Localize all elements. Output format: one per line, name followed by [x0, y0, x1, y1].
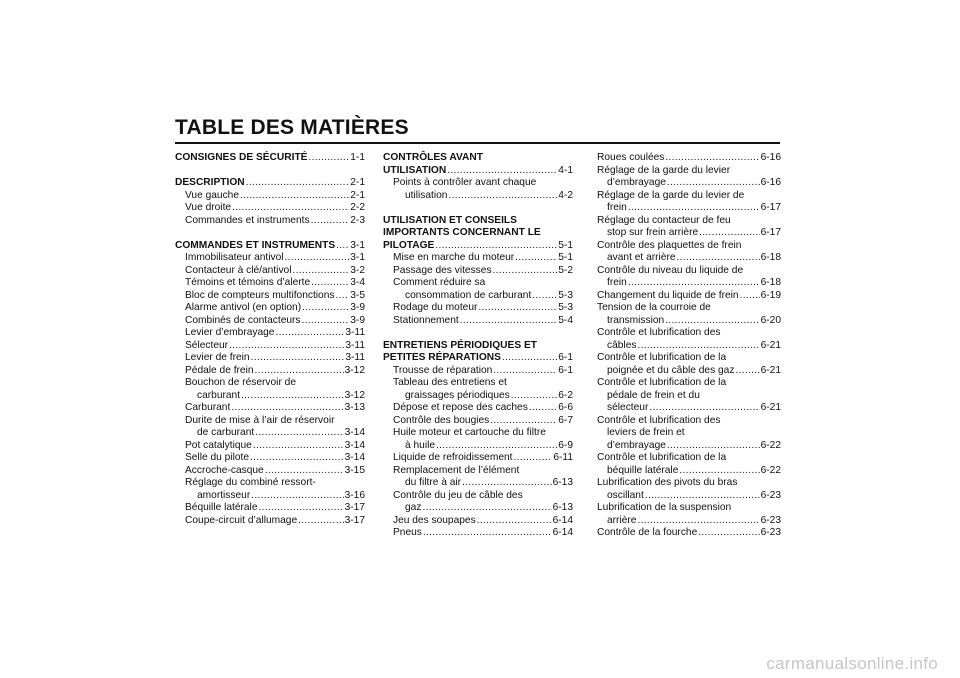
toc-page-number: 6-23 [760, 527, 781, 538]
toc-page-number: 1-1 [350, 152, 365, 163]
toc-page-number: 3-16 [344, 489, 365, 501]
toc-entry [175, 390, 365, 403]
toc-section-entry [175, 177, 365, 190]
toc-entry-label: Roues coulées [597, 152, 665, 163]
toc-page-number: 3-12 [344, 389, 365, 401]
toc-entry-label: stop sur frein arrière [607, 227, 699, 238]
toc-entry-text: Tableau des entretiens et [393, 377, 507, 388]
toc-entry-label: Contrôle de la fourche [597, 527, 698, 538]
toc-page-number: 6-18 [760, 277, 781, 288]
toc-entry-text: Remplacement de l’élément [393, 464, 520, 476]
toc-page-number: 3-17 [344, 502, 365, 513]
toc-dot-leader [285, 252, 350, 265]
toc-dot-leader [251, 490, 343, 503]
toc-dot-leader [532, 290, 557, 303]
toc-entry [383, 265, 573, 278]
toc-entry-label: Vue gauche [185, 189, 240, 201]
toc-dot-leader [667, 177, 760, 190]
toc-entry [597, 252, 781, 265]
toc-entry-text: Contrôle et lubrification de la [597, 377, 727, 388]
toc-entry-label: utilisation [405, 189, 448, 201]
toc-section-heading: UTILISATION ET CONSEILS [383, 214, 517, 226]
toc-entry-label: de carburant [197, 427, 255, 438]
toc-entry-label: UTILISATION [383, 164, 447, 176]
toc-entry-label: Mise en marche du moteur [393, 252, 515, 263]
toc-dot-leader [250, 452, 344, 465]
toc-page-number: 6-21 [760, 364, 781, 376]
toc-page-number: 3-13 [344, 402, 365, 413]
toc-page-number: 6-21 [760, 402, 781, 413]
toc-dot-leader [336, 240, 349, 253]
toc-entry-label: câbles [607, 339, 637, 351]
toc-entry-label: Immobilisateur antivol [185, 252, 284, 263]
toc-page-number: 6-17 [760, 227, 781, 238]
toc-page-number: 3-4 [350, 277, 365, 288]
toc-entry-label: graissages périodiques [405, 389, 510, 401]
toc-section-heading: CONTRÔLES AVANT [383, 152, 483, 163]
toc-entry [175, 315, 365, 328]
toc-entry [383, 290, 573, 303]
toc-page-number: 3-1 [350, 252, 365, 263]
toc-page-number: 3-1 [350, 239, 365, 251]
toc-dot-leader [529, 402, 557, 415]
toc-entry-label: Béquille latérale [185, 502, 258, 513]
toc-entry-label: Pot catalytique [185, 439, 252, 451]
title-rule [175, 142, 780, 144]
toc-entry-text: Tension de la courroie de [597, 302, 711, 313]
toc-page-number: 3-14 [344, 439, 365, 451]
toc-entry-label: Trousse de réparation [393, 364, 493, 376]
toc-page-number: 6-21 [760, 339, 781, 351]
toc-entry-text: Réglage du contacteur de feu [597, 214, 731, 226]
toc-entry-label: Dépose et repose des caches [393, 402, 528, 413]
toc-entry-text: Contrôle du niveau du liquide de [597, 264, 744, 276]
toc-dot-leader [628, 277, 760, 290]
toc-entry-label: DESCRIPTION [175, 177, 245, 188]
page-title: TABLE DES MATIÈRES [175, 116, 409, 139]
toc-page-number: 6-17 [760, 202, 781, 213]
toc-dot-leader [637, 340, 759, 353]
toc-entry [383, 440, 573, 453]
toc-dot-leader [240, 190, 349, 203]
toc-entry [597, 402, 781, 415]
toc-entry-label: oscillant [607, 489, 644, 501]
toc-entry-text: Contrôle et lubrification de la [597, 352, 727, 363]
toc-page-number: 5-3 [558, 302, 573, 313]
toc-entry-label: Bloc de compteurs multifonctions [185, 289, 335, 301]
toc-entry-label: frein [607, 202, 627, 213]
toc-dot-leader [699, 227, 759, 240]
toc-dot-leader [423, 527, 552, 540]
toc-entry-label: Levier d’embrayage [185, 327, 275, 338]
toc-dot-leader [229, 340, 344, 353]
toc-page-number: 5-3 [558, 289, 573, 301]
toc-entry [175, 302, 365, 315]
toc-page-number: 6-7 [558, 414, 573, 426]
toc-entry [383, 477, 573, 490]
toc-page-number: 6-19 [760, 289, 781, 301]
toc-entry-label: carburant [197, 389, 241, 401]
toc-page-number: 3-11 [345, 327, 365, 338]
toc-entry [175, 277, 365, 290]
toc-page-number: 5-1 [558, 252, 573, 263]
toc-section-heading: ENTRETIENS PÉRIODIQUES ET [383, 339, 537, 351]
toc-section-entry [175, 240, 365, 253]
toc-section-heading: IMPORTANTS CONCERNANT LE [383, 227, 541, 238]
toc-dot-leader [477, 515, 552, 528]
toc-dot-leader [514, 452, 553, 465]
toc-entry-text: Comment réduire sa [393, 277, 486, 288]
toc-entry [175, 465, 365, 478]
toc-entry [175, 502, 365, 515]
toc-page-number: 5-4 [558, 314, 573, 326]
toc-dot-leader [253, 440, 344, 453]
toc-entry [175, 215, 365, 228]
toc-entry-label: Liquide de refroidissement [393, 452, 513, 463]
toc-entry-label: d’embrayage [607, 439, 666, 451]
toc-entry [597, 365, 781, 378]
toc-entry-label: d’embrayage [607, 177, 666, 188]
toc-entry-label: Stationnement [393, 314, 459, 326]
toc-dot-leader [436, 440, 557, 453]
toc-entry-text: Durite de mise à l’air de réservoir [185, 414, 335, 426]
toc-entry-text: leviers de frein et [607, 427, 685, 438]
toc-page-number: 2-1 [350, 189, 365, 201]
toc-dot-leader [447, 165, 557, 178]
toc-dot-leader [336, 290, 350, 303]
toc-page-number: 6-1 [558, 352, 573, 363]
toc-dot-leader [298, 515, 343, 528]
toc-entry [175, 402, 365, 415]
toc-dot-leader [232, 202, 349, 215]
toc-entry [597, 227, 781, 240]
toc-entry [597, 152, 781, 165]
toc-dot-leader [511, 390, 557, 403]
toc-dot-leader [251, 352, 345, 365]
toc-entry [597, 277, 781, 290]
toc-spacer [175, 227, 365, 240]
toc-entry [597, 202, 781, 215]
toc-entry [175, 265, 365, 278]
toc-page-number: 5-2 [558, 264, 573, 276]
toc-section-entry [383, 165, 573, 178]
toc-page-number: 6-22 [760, 464, 781, 476]
toc-page-number: 3-5 [350, 289, 365, 301]
toc-entry-text: Réglage de la garde du levier [597, 164, 731, 176]
toc-entry [175, 202, 365, 215]
toc-dot-leader [502, 352, 557, 365]
toc-entry-text: Bouchon de réservoir de [185, 377, 296, 388]
toc-page-number: 3-14 [344, 452, 365, 463]
toc-page-number: 3-12 [344, 364, 365, 376]
toc-dot-leader [302, 302, 349, 315]
toc-entry [597, 177, 781, 190]
toc-dot-leader [493, 265, 558, 278]
toc-entry [383, 452, 573, 465]
toc-page-number: 2-3 [350, 214, 365, 226]
toc-entry [175, 252, 365, 265]
toc-entry-text: pédale de frein et du [607, 389, 700, 401]
toc-column-1 [175, 152, 365, 527]
toc-dot-leader [448, 190, 557, 203]
toc-entry-label: COMMANDES ET INSTRUMENTS [175, 239, 336, 251]
toc-entry [597, 465, 781, 478]
toc-entry [383, 315, 573, 328]
toc-page-number: 6-23 [760, 489, 781, 501]
toc-dot-leader [265, 465, 344, 478]
toc-dot-leader [698, 527, 759, 540]
toc-dot-leader [490, 415, 557, 428]
toc-spacer [383, 327, 573, 340]
toc-entry [597, 527, 781, 540]
toc-entry-label: du filtre à air [405, 477, 462, 488]
toc-entry-label: à huile [405, 439, 436, 451]
toc-section-entry [383, 352, 573, 365]
toc-entry [175, 440, 365, 453]
toc-page-number: 6-23 [760, 514, 781, 526]
toc-entry [175, 365, 365, 378]
toc-column-3 [597, 152, 781, 540]
toc-entry-label: Contrôle des bougies [393, 414, 490, 426]
toc-entry [383, 415, 573, 428]
toc-entry-label: avant et arrière [607, 252, 676, 263]
toc-entry-text: Réglage du combiné ressort- [185, 477, 316, 488]
toc-page-number: 6-6 [558, 402, 573, 413]
toc-entry-label: Passage des vitesses [393, 264, 492, 276]
toc-entry [383, 252, 573, 265]
toc-entry-label: béquille latérale [607, 464, 679, 476]
toc-column-2 [383, 152, 573, 540]
toc-dot-leader [478, 302, 557, 315]
toc-entry-text: Contrôle des plaquettes de frein [597, 239, 742, 251]
toc-dot-leader [311, 277, 349, 290]
toc-dot-leader [275, 327, 344, 340]
toc-entry-label: poignée et du câble des gaz [607, 364, 735, 376]
toc-entry [175, 490, 365, 503]
toc-dot-leader [462, 477, 552, 490]
toc-dot-leader [308, 152, 349, 165]
toc-entry-label: arrière [607, 514, 637, 526]
toc-entry-text: Points à contrôler avant chaque [393, 177, 537, 188]
toc-dot-leader [649, 402, 759, 415]
toc-page-number: 4-1 [558, 164, 573, 176]
toc-page-number: 6-1 [558, 364, 573, 376]
toc-entry-text: Huile moteur et cartouche du filtre [393, 427, 546, 438]
toc-dot-leader [422, 502, 551, 515]
toc-page-number: 6-22 [760, 439, 781, 451]
toc-entry-label: CONSIGNES DE SÉCURITÉ [175, 152, 308, 163]
toc-dot-leader [515, 252, 557, 265]
toc-dot-leader [667, 440, 760, 453]
toc-page-number: 4-2 [558, 189, 573, 201]
toc-entry [597, 515, 781, 528]
toc-page-number: 6-14 [552, 527, 573, 538]
toc-section-entry [175, 152, 365, 165]
toc-dot-leader [255, 427, 343, 440]
toc-entry-text: Contrôle et lubrification des [597, 414, 721, 426]
toc-page-number: 6-11 [553, 452, 573, 463]
toc-entry-label: Selle du pilote [185, 452, 250, 463]
toc-entry-label: PILOTAGE [383, 239, 435, 251]
toc-entry-label: Levier de frein [185, 352, 250, 363]
toc-page-number: 3-2 [350, 264, 365, 276]
toc-entry-label: PETITES RÉPARATIONS [383, 352, 501, 363]
toc-entry [175, 340, 365, 353]
toc-page-number: 3-11 [345, 352, 365, 363]
toc-page-number: 6-13 [552, 502, 573, 513]
toc-dot-leader [665, 152, 759, 165]
toc-dot-leader [735, 365, 759, 378]
toc-entry [383, 365, 573, 378]
toc-entry [175, 327, 365, 340]
toc-page-number: 3-15 [344, 464, 365, 476]
toc-entry [383, 502, 573, 515]
toc-page-number: 6-18 [760, 252, 781, 263]
toc-page-number: 3-9 [350, 314, 365, 326]
toc-dot-leader [231, 402, 343, 415]
toc-spacer [383, 202, 573, 215]
toc-entry [597, 290, 781, 303]
toc-entry-label: Changement du liquide de frein [597, 289, 739, 301]
toc-page-number: 3-17 [344, 514, 365, 526]
toc-page-number: 5-1 [558, 239, 573, 251]
toc-entry [597, 490, 781, 503]
toc-entry-label: sélecteur [607, 402, 649, 413]
toc-entry-label: Carburant [185, 402, 231, 413]
toc-entry-label: frein [607, 277, 627, 288]
toc-dot-leader [246, 177, 350, 190]
toc-dot-leader [259, 502, 344, 515]
toc-page-number: 6-13 [552, 477, 573, 488]
toc-page-number: 3-14 [344, 427, 365, 438]
toc-dot-leader [302, 315, 350, 328]
toc-page-number: 2-1 [350, 177, 365, 188]
toc-entry [383, 527, 573, 540]
toc-dot-leader [677, 252, 760, 265]
toc-entry [597, 440, 781, 453]
toc-dot-leader [628, 202, 760, 215]
toc-entry [383, 402, 573, 415]
toc-dot-leader [311, 215, 350, 228]
toc-entry-label: Combinés de contacteurs [185, 314, 301, 326]
toc-dot-leader [645, 490, 760, 503]
toc-entry [597, 340, 781, 353]
toc-entry-label: Commandes et instruments [185, 214, 310, 226]
toc-page-number: 6-2 [558, 389, 573, 401]
toc-entry-label: Coupe-circuit d’allumage [185, 514, 298, 526]
toc-entry-label: transmission [607, 314, 665, 326]
toc-entry-text: Réglage de la garde du levier de [597, 189, 745, 201]
toc-entry-label: Témoins et témoins d’alerte [185, 277, 311, 288]
toc-entry-label: Jeu des soupapes [393, 514, 476, 526]
toc-entry [597, 315, 781, 328]
toc-entry-text: Lubrification des pivots du bras [597, 477, 738, 488]
toc-entry-label: Rodage du moteur [393, 302, 478, 313]
toc-entry-text: Contrôle et lubrification de la [597, 452, 727, 463]
toc-entry-text: Lubrification de la suspension [597, 502, 732, 513]
toc-spacer [175, 165, 365, 178]
watermark: carmanualsonline.info [766, 654, 938, 673]
toc-page-number: 6-9 [558, 439, 573, 451]
toc-entry-label: gaz [405, 502, 422, 513]
toc-entry [175, 427, 365, 440]
toc-dot-leader [740, 290, 760, 303]
toc-dot-leader [292, 265, 349, 278]
toc-dot-leader [493, 365, 557, 378]
toc-entry-label: amortisseur [197, 489, 251, 501]
toc-entry-label: Pneus [393, 527, 422, 538]
toc-page-number: 3-11 [345, 339, 365, 351]
toc-page-number: 6-20 [760, 314, 781, 326]
toc-entry-label: Vue droite [185, 202, 232, 213]
toc-dot-leader [637, 515, 759, 528]
toc-entry [175, 352, 365, 365]
toc-entry [175, 190, 365, 203]
toc-section-entry [383, 240, 573, 253]
toc-entry [383, 390, 573, 403]
toc-page-number: 6-16 [760, 152, 781, 163]
toc-dot-leader [679, 465, 759, 478]
toc-dot-leader [241, 390, 344, 403]
toc-entry [383, 302, 573, 315]
toc-page-number: 2-2 [350, 202, 365, 213]
toc-dot-leader [665, 315, 759, 328]
toc-dot-leader [460, 315, 558, 328]
toc-entry-label: Pédale de frein [185, 364, 254, 376]
toc-page-number: 6-14 [552, 514, 573, 526]
toc-entry [383, 515, 573, 528]
toc-entry [175, 452, 365, 465]
toc-entry-text: Contrôle et lubrification des [597, 327, 721, 338]
toc-entry-text: Contrôle du jeu de câble des [393, 489, 523, 501]
toc-entry [383, 190, 573, 203]
toc-page-number: 6-16 [760, 177, 781, 188]
toc-entry-label: Alarme antivol (en option) [185, 302, 302, 313]
toc-entry-label: Contacteur à clé/antivol [185, 264, 292, 276]
toc-entry-label: consommation de carburant [405, 289, 532, 301]
toc-entry [175, 515, 365, 528]
toc-entry-label: Accroche-casque [185, 464, 264, 476]
toc-entry-label: Sélecteur [185, 339, 229, 351]
toc-page-number: 3-9 [350, 302, 365, 313]
toc-dot-leader [435, 240, 557, 253]
toc-entry [175, 290, 365, 303]
toc-dot-leader [255, 365, 344, 378]
